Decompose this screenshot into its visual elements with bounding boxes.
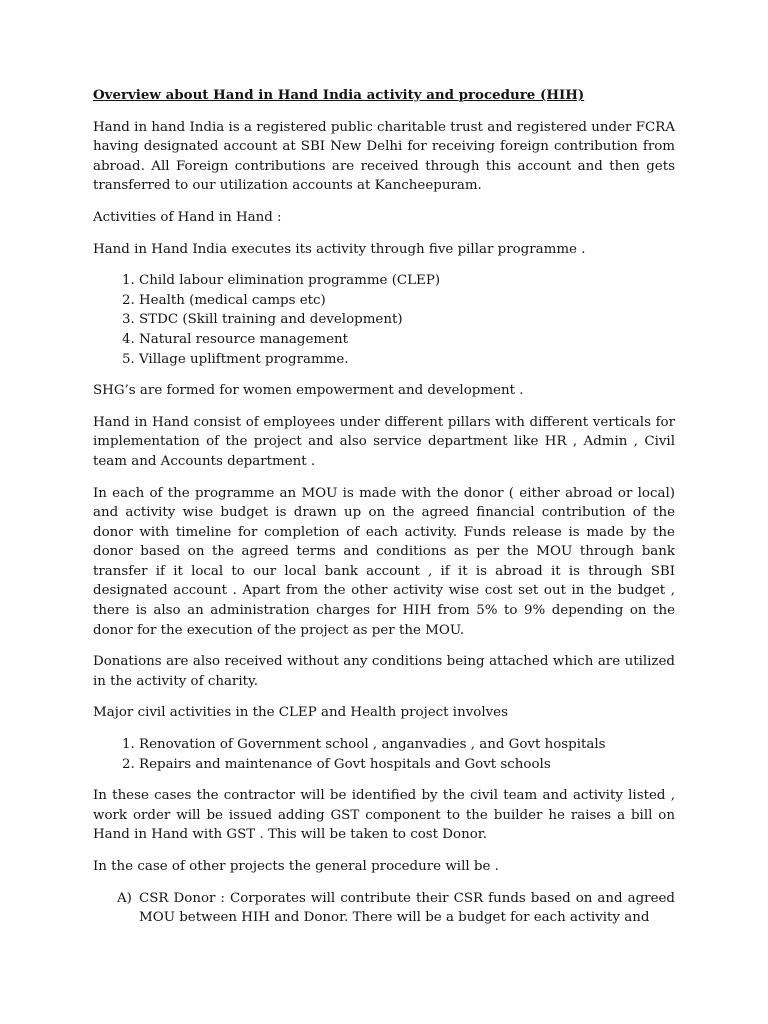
list-item: 1. Child labour elimination programme (CLEP): [139, 271, 675, 291]
list-item: 1. Renovation of Government school , anganvadies , and Govt hospitals: [139, 735, 675, 755]
shg-paragraph: SHG’s are formed for women empowerment and development .: [93, 383, 524, 399]
activities-heading: Activities of Hand in Hand :: [93, 209, 282, 225]
donations-paragraph: Donations are also received without any conditions being attached which are utilized in the activity of charity.: [93, 654, 675, 689]
list-item: [93, 889, 675, 928]
document-page: [93, 86, 675, 928]
procedure-heading: In the case of other projects the general procedure will be .: [93, 859, 499, 874]
five-pillar-paragraph: Hand in Hand India executes its activity through five pillar programme .: [93, 241, 586, 257]
list-item: 2. Repairs and maintenance of Govt hospitals and Govt schools: [139, 755, 675, 775]
contractor-paragraph: In these cases the contractor will be identified by the civil team and activity listed , work order will be issued adding GST component to the builder he raises a bill on Hand in Hand with GST . This will be taken to cost Donor.: [93, 788, 675, 843]
document-title: Overview about Hand in Hand India activity and procedure (HIH): [93, 87, 585, 103]
pillar-list: [93, 271, 675, 369]
list-item: 4. Natural resource management: [139, 330, 675, 350]
list-item-text: CSR Donor : Corporates will contribute their CSR funds based on and agreed MOU between HIH and Donor. There will be a budget for each activity and: [139, 890, 675, 926]
list-item: 5. Village upliftment programme.: [139, 350, 675, 370]
civil-heading: Major civil activities in the CLEP and Health project involves: [93, 705, 508, 721]
procedure-list: [93, 889, 675, 928]
list-item: 3. STDC (Skill training and development): [139, 310, 675, 330]
employees-paragraph: Hand in Hand consist of employees under different pillars with different verticals for implementation of the project and also service department like HR , Admin , Civil team and Accounts department .: [93, 414, 675, 469]
civil-activities-list: [93, 735, 675, 774]
list-item: 2. Health (medical camps etc): [139, 291, 675, 311]
intro-paragraph: Hand in hand India is a registered public charitable trust and registered under FCRA having designated account at SBI New Delhi for receiving foreign contribution from abroad. All Foreign contributions are received through this account and then gets transferred to our utilization accounts at Kancheepuram.: [93, 119, 675, 194]
list-marker: A): [117, 890, 132, 906]
mou-paragraph: In each of the programme an MOU is made with the donor ( either abroad or local) and activity wise budget is drawn up on the agreed financial contribution of the donor with timeline for completion of each activity. Funds release is made by the donor based on the agreed terms and conditions as per the MOU through bank transfer if it local to our local bank account , if it is abroad it is through SBI designated account . Apart from the other activity wise cost set out in the budget , there is also an administration charges for HIH from 5% to 9% depending on the donor for the execution of the project as per the MOU.: [93, 485, 675, 638]
